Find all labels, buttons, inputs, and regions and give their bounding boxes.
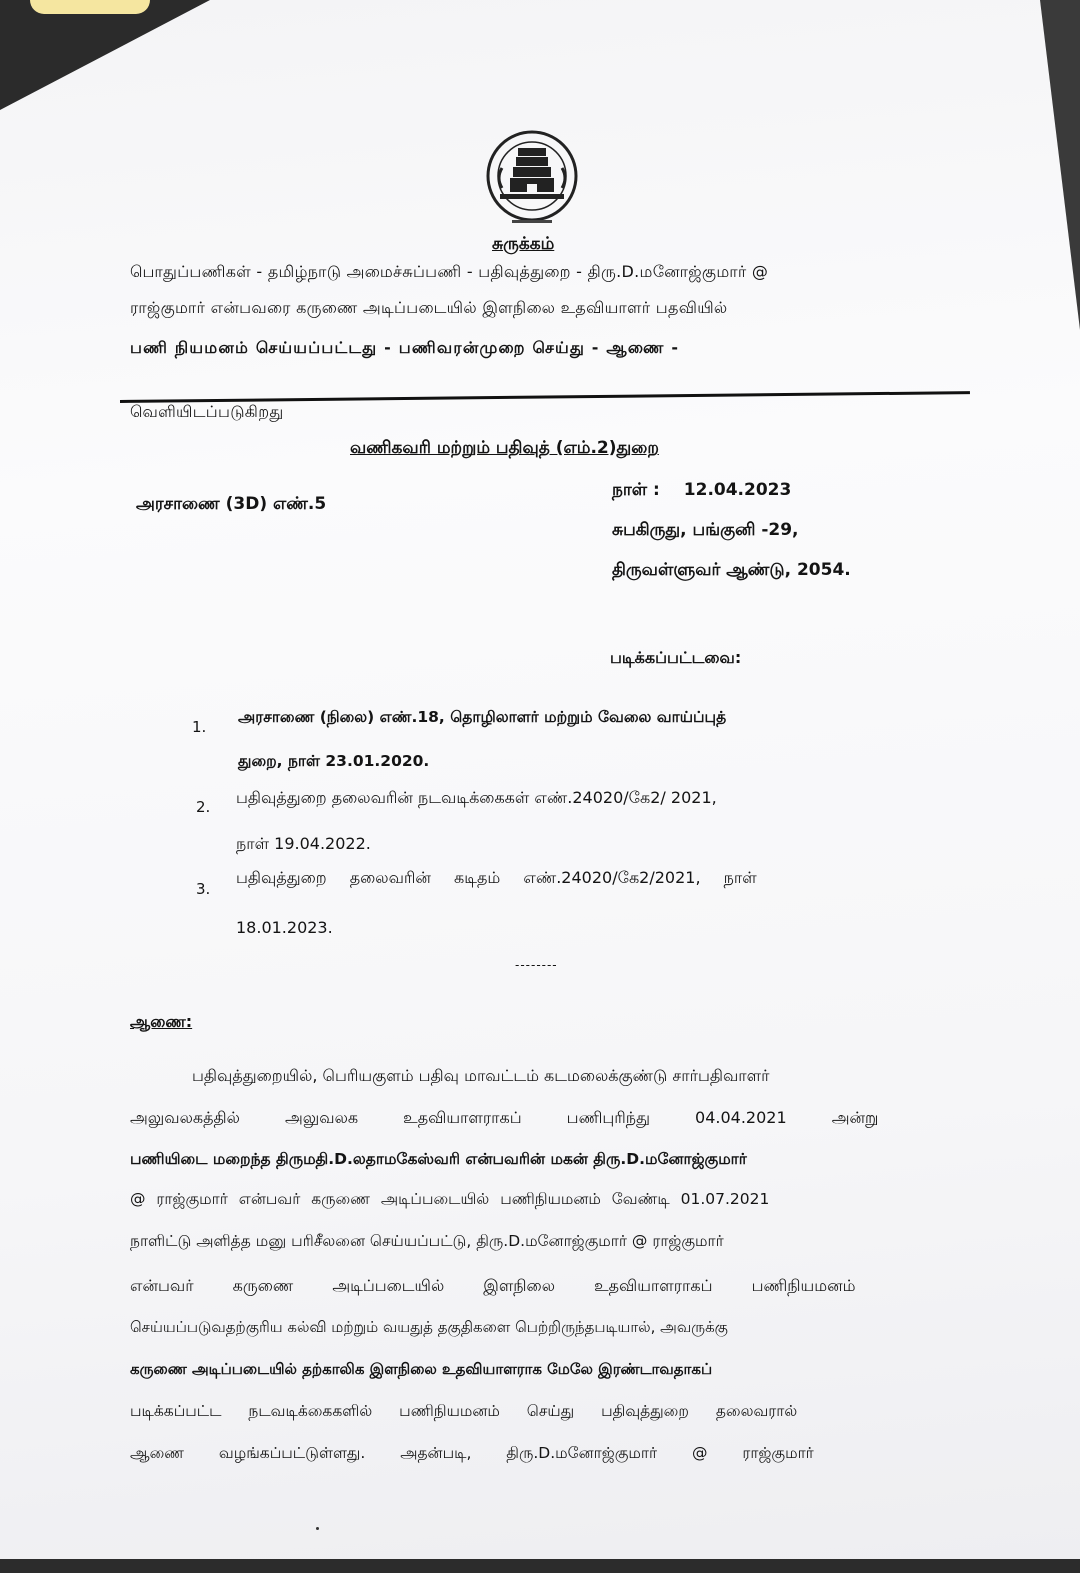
date-value: 12.04.2023 (683, 480, 792, 500)
tamil-date: சுபகிருது, பங்குனி -29, (612, 520, 799, 540)
date-label: நாள் : (612, 480, 660, 500)
order-line-7: செய்யப்படுவதற்குரிய கல்வி மற்றும் வயதுத் தகுதிகளை பெற்றிருந்தபடியால், அவருக்கு (130, 1318, 728, 1336)
scan-shadow-top-left (0, 0, 210, 110)
ref-1-line-2: துறை, நாள் 23.01.2020. (238, 752, 430, 770)
department-heading: வணிகவரி மற்றும் பதிவுத் (எம்.2)துறை (350, 438, 659, 458)
order-line-10: ஆணை வழங்கப்பட்டுள்ளது. அதன்படி, திரு.D.மனோஜ்குமார் @ ராஜ்குமார் (130, 1444, 814, 1462)
order-heading: ஆணை: (130, 1012, 193, 1031)
ref-1-line-1: அரசாணை (நிலை) எண்.18, தொழிலாளர் மற்றும் வேலை வாய்ப்புத் (238, 708, 727, 726)
order-line-3: பணியிடை மறைந்த திருமதி.D.லதாமகேஸ்வரி என்பவரின் மகன் திரு.D.மனோஜ்குமார் (130, 1150, 747, 1168)
thiruvalluvar-year: திருவள்ளுவர் ஆண்டு, 2054. (612, 560, 851, 580)
ref-number: 2. (196, 798, 211, 816)
section-separator: -------- (515, 958, 558, 972)
read-heading: படிக்கப்பட்டவை: (610, 648, 742, 667)
summary-line-1: பொதுப்பணிகள் - தமிழ்நாடு அமைச்சுப்பணி - பதிவுத்துறை - திரு.D.மனோஜ்குமார் @ (130, 262, 769, 281)
order-line-8: கருணை அடிப்படையில் தற்காலிக இளநிலை உதவியாளராக மேலே இரண்டாவதாகப் (130, 1360, 713, 1378)
summary-line-4: வெளியிடப்படுகிறது (130, 402, 284, 421)
summary-title: சுருக்கம் (492, 234, 555, 254)
order-line-9: படிக்கப்பட்ட நடவடிக்கைகளில் பணிநியமனம் செய்து பதிவுத்துறை தலைவரால் (130, 1402, 798, 1420)
tamil-nadu-emblem-icon (472, 128, 592, 228)
scan-shadow-top-right (1040, 0, 1080, 330)
order-line-4: @ ராஜ்குமார் என்பவர் கருணை அடிப்படையில் பணிநியமனம் வேண்டி 01.07.2021 (130, 1190, 770, 1208)
go-number: அரசாணை (3D) எண்.5 (136, 494, 327, 514)
ref-2-line-2: நாள் 19.04.2022. (236, 834, 371, 853)
summary-divider (120, 391, 970, 403)
summary-line-2: ராஜ்குமார் என்பவரை கருணை அடிப்படையில் இளநிலை உதவியாளர் பதவியில் (130, 298, 728, 317)
summary-line-3: பணி நியமனம் செய்யப்பட்டது - பணிவரன்முறை செய்து - ஆணை - (130, 338, 680, 357)
order-line-5: நாளிட்டு அளித்த மனு பரிசீலனை செய்யப்பட்டு, திரு.D.மனோஜ்குமார் @ ராஜ்குமார் (130, 1232, 724, 1250)
scan-shadow-bottom (0, 1559, 1080, 1573)
order-line-6: என்பவர் கருணை அடிப்படையில் இளநிலை உதவியாளராகப் பணிநியமனம் (130, 1276, 856, 1295)
order-line-1: பதிவுத்துறையில், பெரியகுளம் பதிவு மாவட்டம் கடமலைக்குண்டு சார்பதிவாளர் (192, 1066, 770, 1085)
ref-3-line-1: பதிவுத்துறை தலைவரின் கடிதம் எண்.24020/கே2/2021, நாள் (236, 868, 757, 887)
scan-speck (316, 1527, 319, 1530)
order-line-2: அலுவலகத்தில் அலுவலக உதவியாளராகப் பணிபுரிந்து 04.04.2021 அன்று (130, 1108, 879, 1127)
scan-artifact (30, 0, 150, 14)
ref-number: 3. (196, 880, 211, 898)
ref-number: 1. (192, 718, 207, 736)
ref-2-line-1: பதிவுத்துறை தலைவரின் நடவடிக்கைகள் எண்.24020/கே2/ 2021, (236, 788, 717, 807)
ref-3-line-2: 18.01.2023. (236, 918, 333, 937)
date-row (612, 480, 791, 502)
